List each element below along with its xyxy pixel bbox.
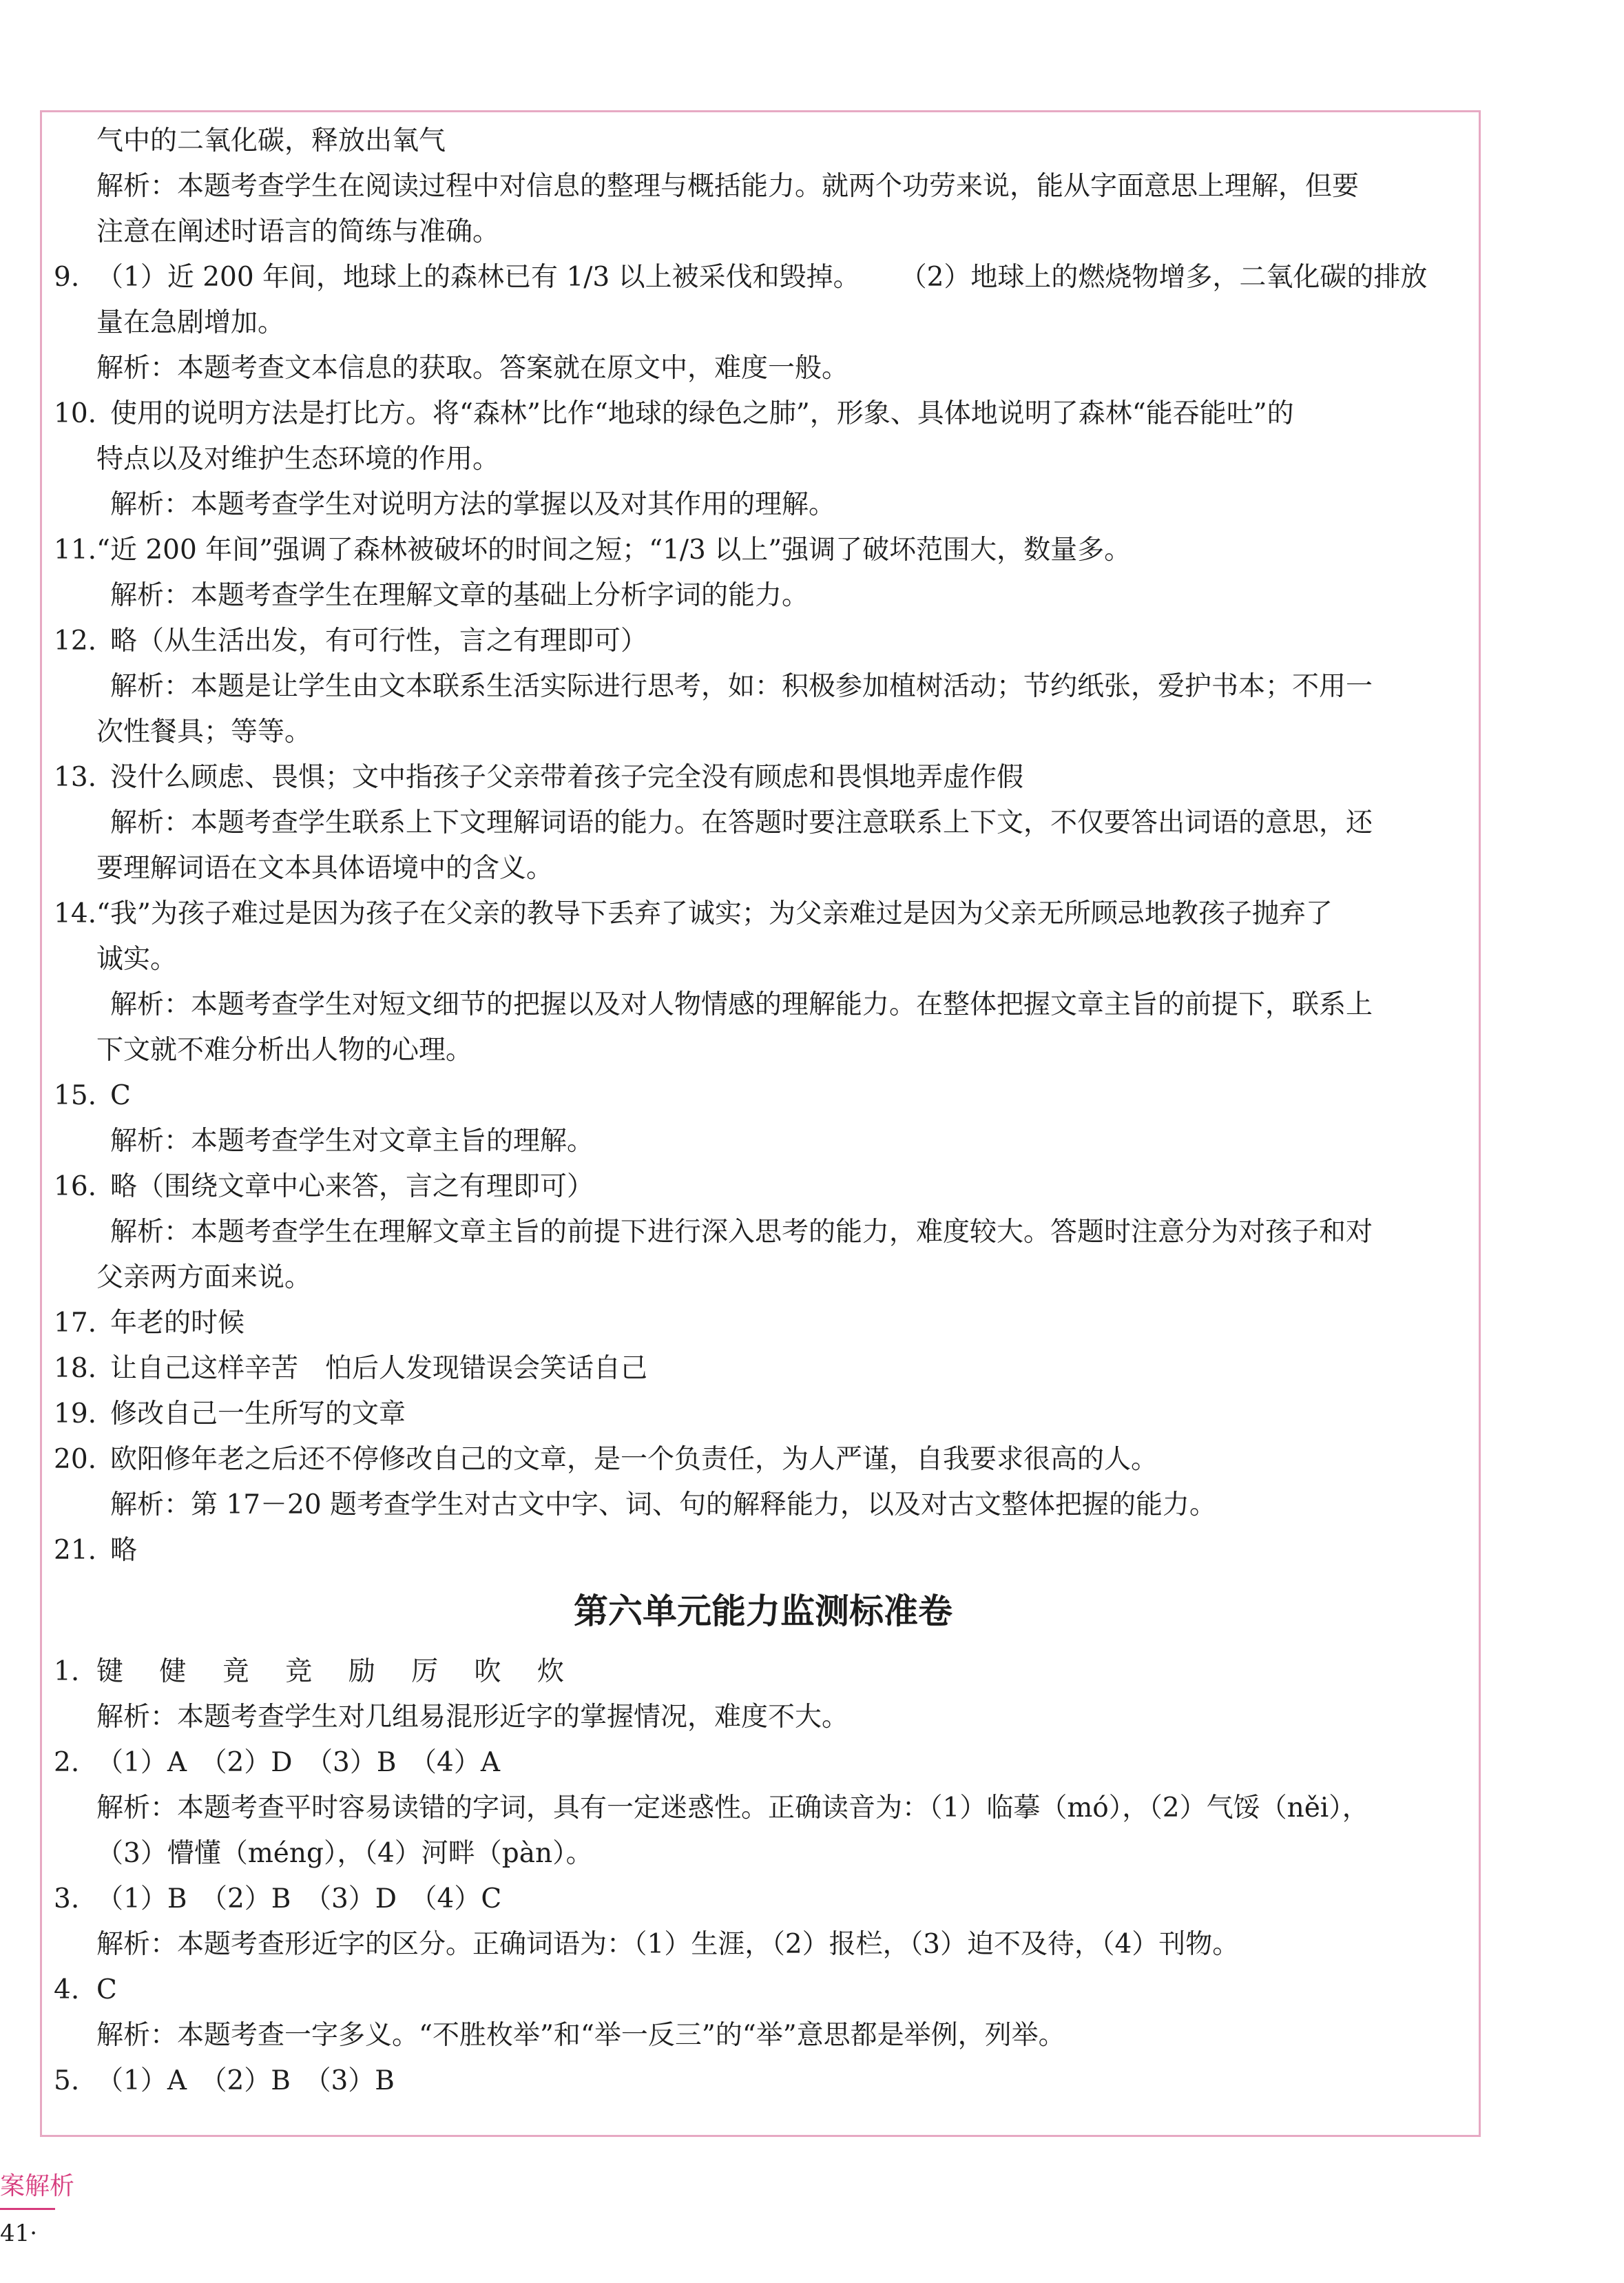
item-number: 3. [54,1883,80,1914]
answer-item-5 [54,2058,1472,2104]
text-line: 气中的二氧化碳，释放出氧气 [96,125,446,156]
answer-item-15 [54,1073,1472,1119]
char-item: 竞 [285,1656,313,1687]
char-item: 竟 [222,1656,249,1687]
char-item: 炊 [537,1656,564,1687]
char-list [96,1649,592,1695]
analysis-line: 父亲两方面来说。 [96,1262,312,1293]
answer-item-12 [54,619,1472,664]
answer-item-20 [54,1437,1472,1483]
answer-item-11 [54,528,1472,573]
answer-text: 量在急剧增加。 [96,307,285,338]
item-number: 9. [54,262,80,293]
item-number: 1. [54,1656,80,1687]
item-number: 19. [54,1398,97,1429]
item-number: 20. [54,1444,97,1475]
answer-text: 使用的说明方法是打比方。将“森林”比作“地球的绿色之肺”，形象、具体地说明了森林“能吞能吐”的 [110,398,1294,429]
analysis-line: 解析：本题考查一字多义。“不胜枚举”和“举一反三”的“举”意思都是举例，列举。 [96,2020,1065,2051]
answer-item-1 [54,1649,1472,1695]
item-number: 2. [54,1747,80,1778]
analysis-line: 注意在阐述时语言的简练与准确。 [96,216,500,247]
analysis-line: 解析：本题考查学生在阅读过程中对信息的整理与概括能力。就两个功劳来说，能从字面意思上理解，但要 [96,171,1360,202]
item-number: 14. [54,898,97,929]
item-number: 5. [54,2065,80,2096]
answer-text: 没什么顾虑、畏惧；文中指孩子父亲带着孩子完全没有顾虑和畏惧地弄虚作假 [110,762,1024,793]
answer-item-18 [54,1346,1472,1392]
analysis-line: 解析：本题考查学生对几组易混形近字的掌握情况，难度不大。 [96,1702,849,1733]
analysis-line: 解析：本题考查学生联系上下文理解词语的能力。在答题时要注意联系上下文，不仅要答出词语的意思，还 [110,807,1373,838]
analysis-line: 解析：本题考查学生对说明方法的掌握以及对其作用的理解。 [110,489,836,520]
analysis-line: 解析：本题考查学生对文章主旨的理解。 [110,1126,594,1157]
answer-text: C [110,1080,131,1111]
answer-item-17 [54,1301,1472,1346]
answer-part: （1）近 200 年间，地球上的森林已有 1/3 以上被采伐和毁掉。 [96,262,860,293]
char-item: 键 [96,1656,124,1687]
answer-item-19 [54,1392,1472,1437]
analysis-line: 解析：本题考查平时容易读错的字词，具有一定迷惑性。正确读音为：（1）临摹（mó），（2）气馁（něi）， [96,1793,1369,1824]
answer-item-4 [54,1967,1472,2013]
analysis-line: 解析：本题考查形近字的区分。正确词语为：（1）生涯，（2）报栏，（3）迫不及待，（4）刊物。 [96,1929,1240,1960]
answer-text: （1）B （2）B （3）D （4）C [96,1883,502,1914]
analysis-line: 要理解词语在文本具体语境中的含义。 [96,853,554,884]
answer-part: （2）地球上的燃烧物增多，二氧化碳的排放 [899,262,1428,293]
footer-divider [0,2208,55,2210]
char-item: 吹 [474,1656,501,1687]
analysis-line: 次性餐具；等等。 [96,716,312,747]
answer-text: 略（从生活出发，有可行性，言之有理即可） [110,626,648,657]
analysis-line: （3）懵懂（méng），（4）河畔（pàn）。 [96,1838,593,1869]
item-number: 10. [54,398,97,429]
answer-text: （1）A （2）D （3）B （4）A [96,1747,501,1778]
answer-item-14 [54,891,1472,937]
answer-text: 特点以及对维护生态环境的作用。 [96,444,500,475]
char-item: 励 [348,1656,375,1687]
analysis-line: 解析：本题考查学生在理解文章的基础上分析字词的能力。 [110,580,809,611]
answer-text: “近 200 年间”强调了森林被破坏的时间之短；“1/3 以上”强调了破坏范围大，数量多。 [96,535,1132,566]
char-item: 厉 [411,1656,439,1687]
analysis-line: 解析：本题考查学生在理解文章主旨的前提下进行深入思考的能力，难度较大。答题时注意分为对孩子和对 [110,1217,1373,1248]
analysis-line: 解析：第 17－20 题考查学生对古文中字、词、句的解释能力，以及对古文整体把握的能力。 [110,1489,1217,1520]
analysis-line: 解析：本题是让学生由文本联系生活实际进行思考，如：积极参加植树活动；节约纸张，爱护书本；不用一 [110,671,1373,702]
answer-content [54,118,1472,2104]
answer-text: 修改自己一生所写的文章 [110,1398,406,1429]
analysis-line: 解析：本题考查学生对短文细节的把握以及对人物情感的理解能力。在整体把握文章主旨的前提下，联系上 [110,989,1373,1020]
item-number: 12. [54,626,97,657]
item-number: 16. [54,1171,97,1202]
footer-label: 案解析 [0,2172,75,2200]
answer-item-21 [54,1528,1472,1573]
answer-text: 让自己这样辛苦 怕后人发现错误会笑话自己 [110,1353,648,1384]
answer-item-13 [54,755,1472,800]
answer-text: C [96,1974,117,2005]
answer-item-9 [54,255,1472,300]
analysis-line: 解析：本题考查文本信息的获取。答案就在原文中，难度一般。 [96,353,849,384]
answer-text: 年老的时候 [110,1308,245,1339]
answer-item-16 [54,1164,1472,1210]
item-number: 11. [54,535,97,566]
analysis-line: 下文就不难分析出人物的心理。 [96,1035,473,1066]
item-number: 4. [54,1974,80,2005]
answer-text: “我”为孩子难过是因为孩子在父亲的教导下丢弃了诚实；为父亲难过是因为父亲无所顾忌地教孩子抛弃了 [96,898,1333,929]
item-number: 15. [54,1080,97,1111]
answer-text [96,255,1427,300]
answer-item-3 [54,1877,1472,1922]
answer-text: 诚实。 [96,944,178,975]
answer-item-2 [54,1740,1472,1786]
item-number: 21. [54,1535,97,1566]
char-item: 健 [159,1656,187,1687]
page-number: 41· [0,2220,38,2247]
answer-text: （1）A （2）B （3）B [96,2065,395,2096]
item-number: 13. [54,762,97,793]
item-number: 17. [54,1308,97,1339]
item-number: 18. [54,1353,97,1384]
answer-text: 略（围绕文章中心来答，言之有理即可） [110,1171,594,1202]
answer-text: 欧阳修年老之后还不停修改自己的文章，是一个负责任，为人严谨，自我要求很高的人。 [110,1444,1158,1475]
answer-text: 略 [110,1535,138,1566]
answer-item-10 [54,391,1472,437]
section-title: 第六单元能力监测标准卷 [574,1591,952,1631]
